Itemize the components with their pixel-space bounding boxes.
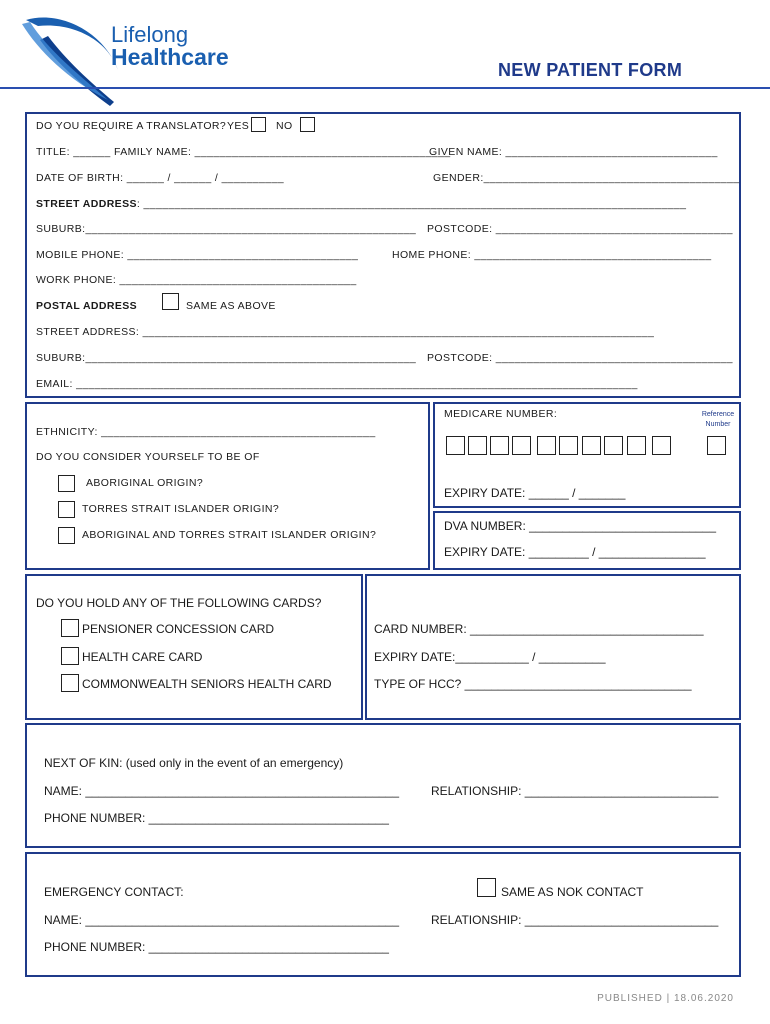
form-title: NEW PATIENT FORM <box>498 60 683 80</box>
translator-no-checkbox[interactable] <box>300 117 315 132</box>
header-rule <box>0 87 770 89</box>
seniors-card-label: COMMONWEALTH SENIORS HEALTH CARD <box>82 677 332 691</box>
postal-suburb-field[interactable]: SUBURB:_____________________________________________________ <box>36 352 417 364</box>
next-of-kin-heading: NEXT OF KIN: (used only in the event of an emergency) <box>44 756 344 770</box>
same-as-nok-label: SAME AS NOK CONTACT <box>501 885 644 899</box>
mobile-phone-field[interactable]: MOBILE PHONE: _____________________________________ <box>36 249 359 261</box>
medicare-reference-cell[interactable] <box>707 436 726 455</box>
postcode-field[interactable]: POSTCODE: ______________________________________ <box>427 223 733 235</box>
reference-number-label <box>698 410 738 430</box>
medicare-expiry-field[interactable]: EXPIRY DATE: ______ / _______ <box>444 486 626 500</box>
date-of-birth-field[interactable]: DATE OF BIRTH: ______ / ______ / __________ <box>36 172 284 184</box>
medicare-number-label: MEDICARE NUMBER: <box>444 408 558 420</box>
emergency-phone-field[interactable]: PHONE NUMBER: ____________________________________ <box>44 940 389 954</box>
health-care-card-label: HEALTH CARE CARD <box>82 650 203 664</box>
emergency-contact-heading: EMERGENCY CONTACT: <box>44 885 184 899</box>
same-as-above-label: SAME AS ABOVE <box>186 300 276 312</box>
nok-phone-field[interactable]: PHONE NUMBER: ____________________________________ <box>44 811 389 825</box>
ethnicity-field[interactable]: ETHNICITY: ____________________________________________ <box>36 426 376 438</box>
translator-label: DO YOU REQUIRE A TRANSLATOR? <box>36 120 227 132</box>
nok-name-field[interactable]: NAME: _______________________________________________ <box>44 784 400 798</box>
medicare-digit-cell[interactable] <box>559 436 578 455</box>
given-name-field[interactable]: GIVEN NAME: __________________________________ <box>429 146 718 158</box>
medicare-digit-cell[interactable] <box>468 436 487 455</box>
home-phone-field[interactable]: HOME PHONE: ______________________________________ <box>392 249 712 261</box>
postal-postcode-field[interactable]: POSTCODE: ______________________________________ <box>427 352 733 364</box>
translator-yes-checkbox[interactable] <box>251 117 266 132</box>
aboriginal-origin-checkbox[interactable] <box>58 475 75 492</box>
hcc-type-field[interactable]: TYPE OF HCC? __________________________________ <box>374 677 692 691</box>
card-number-field[interactable]: CARD NUMBER: ___________________________________ <box>374 622 704 636</box>
street-address-label: STREET ADDRESS <box>36 198 137 210</box>
suburb-field[interactable]: SUBURB:_____________________________________________________ <box>36 223 417 235</box>
medicare-digit-cell[interactable] <box>627 436 646 455</box>
published-date: PUBLISHED | 18.06.2020 <box>597 993 734 1004</box>
reference-label-line1: Reference <box>701 411 735 418</box>
same-as-nok-checkbox[interactable] <box>477 878 496 897</box>
both-origin-label: ABORIGINAL AND TORRES STRAIT ISLANDER ORIGIN? <box>82 529 377 541</box>
logo-text-healthcare: Healthcare <box>111 44 229 70</box>
logo <box>18 10 248 110</box>
work-phone-field[interactable]: WORK PHONE: ______________________________________ <box>36 274 357 286</box>
pensioner-card-label: PENSIONER CONCESSION CARD <box>82 622 275 636</box>
medicare-digit-cell[interactable] <box>582 436 601 455</box>
medicare-digit-cell[interactable] <box>512 436 531 455</box>
pensioner-card-checkbox[interactable] <box>61 619 79 637</box>
translator-no-label: NO <box>276 120 293 132</box>
dva-expiry-field[interactable]: EXPIRY DATE: _________ / ________________ <box>444 545 706 559</box>
emergency-relationship-field[interactable]: RELATIONSHIP: _____________________________ <box>431 913 719 927</box>
postal-street-field[interactable]: STREET ADDRESS: __________________________________________________________________________________ <box>36 326 655 338</box>
medicare-digit-cell[interactable] <box>490 436 509 455</box>
street-address-line: : _______________________________________________________________________________________ <box>136 198 687 210</box>
medicare-digit-cell[interactable] <box>604 436 623 455</box>
gender-field[interactable]: GENDER:_________________________________________ <box>433 172 740 184</box>
nok-relationship-field[interactable]: RELATIONSHIP: _____________________________ <box>431 784 719 798</box>
ethnicity-question: DO YOU CONSIDER YOURSELF TO BE OF <box>36 451 260 463</box>
reference-label-line2: Number <box>705 421 731 428</box>
torres-strait-checkbox[interactable] <box>58 501 75 518</box>
aboriginal-origin-label: ABORIGINAL ORIGIN? <box>86 477 204 489</box>
dva-number-field[interactable]: DVA NUMBER: ____________________________ <box>444 519 716 533</box>
emergency-name-field[interactable]: NAME: _______________________________________________ <box>44 913 400 927</box>
torres-strait-label: TORRES STRAIT ISLANDER ORIGIN? <box>82 503 280 515</box>
health-care-card-checkbox[interactable] <box>61 647 79 665</box>
translator-yes-label: YES <box>227 120 250 132</box>
same-as-above-checkbox[interactable] <box>162 293 179 310</box>
street-address-field[interactable] <box>36 198 686 210</box>
medicare-digit-cell[interactable] <box>652 436 671 455</box>
both-origin-checkbox[interactable] <box>58 527 75 544</box>
medicare-digit-cell[interactable] <box>537 436 556 455</box>
postal-address-label: POSTAL ADDRESS <box>36 300 138 312</box>
card-expiry-field[interactable]: EXPIRY DATE:___________ / __________ <box>374 650 606 664</box>
cards-question: DO YOU HOLD ANY OF THE FOLLOWING CARDS? <box>36 596 322 610</box>
medicare-digit-cell[interactable] <box>446 436 465 455</box>
seniors-card-checkbox[interactable] <box>61 674 79 692</box>
logo-text-lifelong: Lifelong <box>111 22 189 47</box>
email-field[interactable]: EMAIL: __________________________________________________________________________________________ <box>36 378 638 390</box>
card-details-section <box>365 574 741 720</box>
title-family-name-field[interactable]: TITLE: ______ FAMILY NAME: _________________________________________ <box>36 146 451 158</box>
